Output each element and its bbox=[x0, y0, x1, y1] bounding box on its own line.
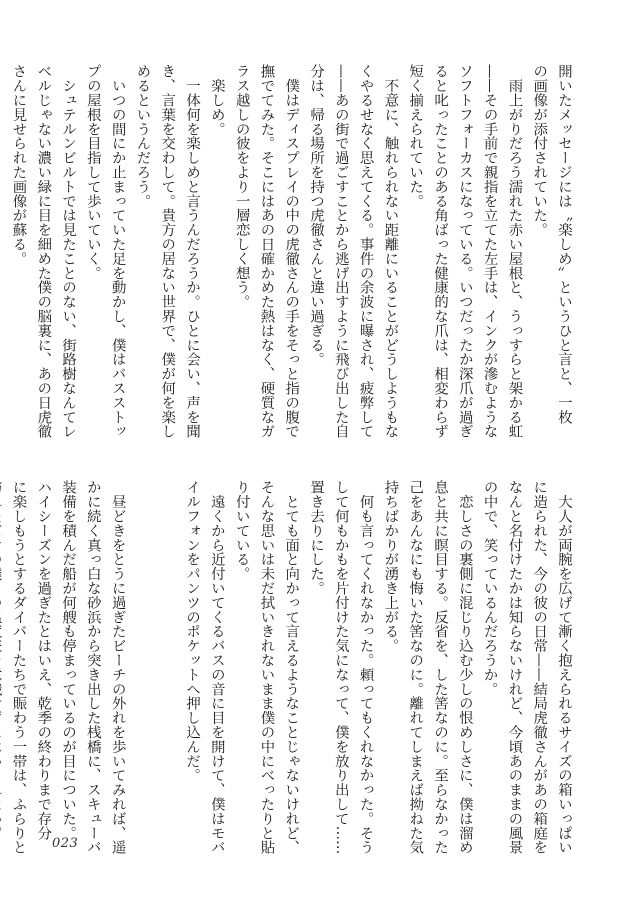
text-line: 撫でてみた。そこにはあの日確かめた熱はなく、硬質なガ bbox=[258, 64, 275, 439]
text-line: 雨上がりだろう濡れた赤い屋根と、うっすらと架かる虹 bbox=[506, 64, 523, 439]
text-line: ——あの街で過ごすことから逃げ出すように飛び出した自 bbox=[332, 64, 349, 439]
text-line: ハイシーズンを過ぎたとはいえ、乾季の終わりまで存分 bbox=[35, 480, 52, 840]
text-line: 息と共に瞑目する。反省を、した筈なのに。至らなかった bbox=[432, 480, 449, 855]
text-line: イルフォンをパンツのポケットへ押し込んだ。 bbox=[184, 480, 201, 783]
upper-text-column bbox=[10, 64, 576, 452]
text-line: 僕はディスプレイの中の虎徹さんの手をそっと指の腹で bbox=[283, 64, 300, 439]
text-line: くやるせなく思えてくる。事件の余波に曝され、疲弊して bbox=[357, 64, 374, 439]
text-line: の画像が添付されていた。 bbox=[531, 64, 548, 237]
text-line: ると叱ったことのある角ばった健康的な爪は、相変わらず bbox=[432, 64, 449, 439]
text-line: して何もかもを片付けた気になって、僕を放り出して…… bbox=[332, 480, 349, 855]
text-line: 大人が両腕を広げて漸く抱えられるサイズの箱いっぱい bbox=[556, 480, 572, 855]
text-line: 何も言ってくれなかった。頼ってもくれなかった。そう bbox=[357, 480, 374, 855]
text-line: シュテルンビルトでは見たことのない、街路樹なんてレ bbox=[60, 64, 77, 439]
text-line: 短く揃えられていた。 bbox=[407, 64, 424, 208]
text-line: 一体何を楽しめと言うんだろうか。ひとに会い、声を聞 bbox=[184, 64, 201, 439]
text-line: 遠くから近付いてくるバスの音に目を開けて、僕はモバ bbox=[208, 480, 225, 855]
text-line: き、言葉を交わして。貴方の居ない世界で、僕が何を楽し bbox=[159, 64, 176, 439]
text-line: そんな思いは未だ拭いきれないまま僕の中にべったりと貼 bbox=[258, 480, 275, 855]
text-line: とても面と向かって言えるようなことじゃないけれど、 bbox=[283, 480, 300, 855]
text-line: ラス越しの彼をより一層恋しく想う。 bbox=[233, 64, 250, 309]
text-line: 楽しめ。 bbox=[208, 64, 225, 136]
text-line: いつの間にか止まっていた足を動かし、僕はバスストッ bbox=[109, 64, 126, 439]
text-line bbox=[154, 480, 179, 828]
text-line: に造られた、今の彼の日常——結局虎徹さんがあの箱庭を bbox=[531, 480, 548, 855]
text-line: 持ちばかりが湧き上がる。 bbox=[382, 480, 399, 653]
text-line: 恋しさの裏側に混じり込む少しの恨めしさに、僕は溜め bbox=[456, 480, 473, 855]
text-line: かに続く真っ白な砂浜から突き出した桟橋に、スキューバ bbox=[84, 480, 101, 855]
text-line: 装備を積んだ船が何艘も停まっているのが目についた。 bbox=[60, 480, 77, 840]
text-line: 開いたメッセージには〝楽しめ〟というひと言と、一枚 bbox=[556, 64, 572, 424]
text-line: ——その手前で親指を立てた左手は、インクが滲むような bbox=[481, 64, 498, 439]
text-line: さんに見せられた画像が蘇る。 bbox=[10, 64, 27, 266]
text-line: 置き去りにした。 bbox=[308, 480, 325, 596]
text-line: に楽しもうとするダイバーたちで賑わう一帯は、ふらりと bbox=[10, 480, 27, 855]
text-line: の中で、笑っているんだろうか。 bbox=[481, 480, 498, 696]
text-line: めるというんだろう。 bbox=[134, 64, 151, 208]
text-line: プの屋根を目指して歩いていく。 bbox=[84, 64, 101, 280]
text-line: ソフトフォーカスになっている。いつだったか深爪が過ぎ bbox=[456, 64, 473, 439]
text-line bbox=[130, 480, 155, 828]
text-line: ベルじゃない濃い緑に目を細めた僕の脳裏に、あの日虎徹 bbox=[35, 64, 52, 439]
text-line: り付いている。 bbox=[233, 480, 250, 581]
text-line: 己をあんなにも悔いた筈なのに。離れてしまえば拗ねた気 bbox=[407, 480, 424, 855]
page-number: 023 bbox=[52, 836, 79, 851]
text-line: 不意に、触れられない距離にいることがどうしようもな bbox=[382, 64, 399, 439]
text-line bbox=[0, 480, 6, 828]
text-line: 分は、帰る場所を持つ虎徹さんと違い過ぎる。 bbox=[308, 64, 325, 367]
text-line: なんと名付けたかは知らないけれど、今頃あのままの風景 bbox=[506, 480, 523, 855]
text-line: 昼どきをとうに過ぎたビーチの外れを歩いてみれば、遥 bbox=[109, 480, 126, 855]
